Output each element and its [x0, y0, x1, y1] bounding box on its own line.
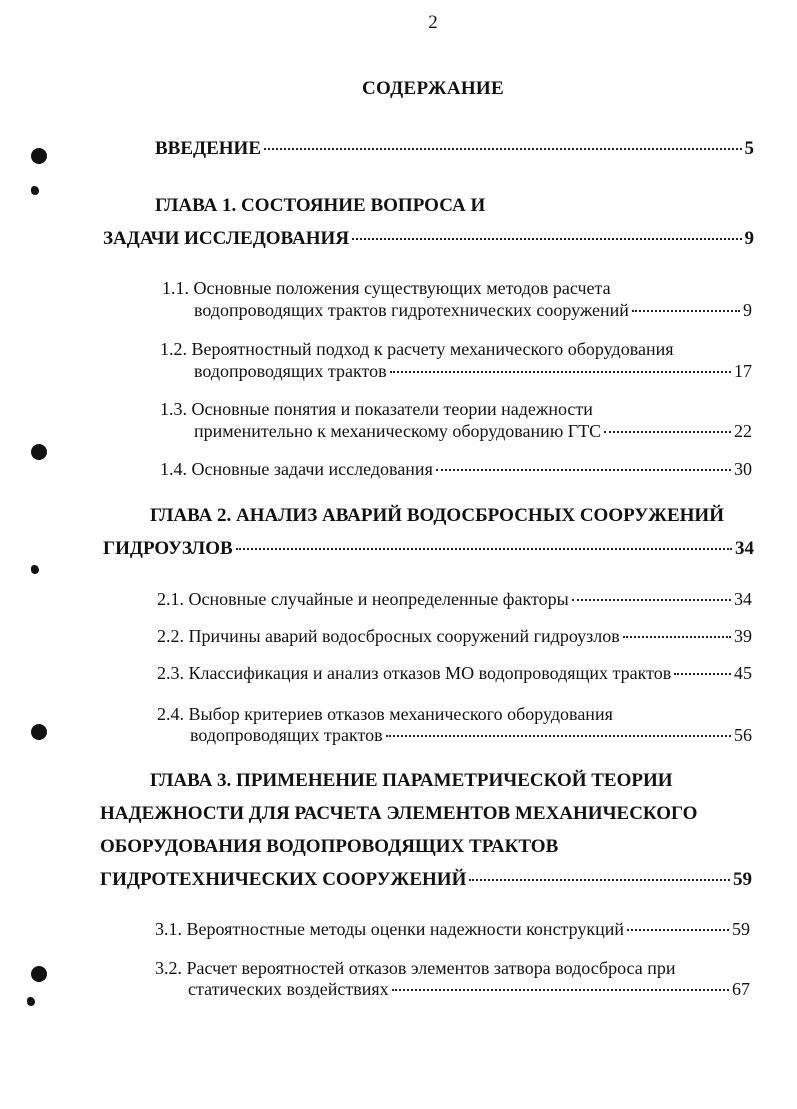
- binder-hole-3: [31, 724, 47, 740]
- page-number: 2: [428, 12, 438, 33]
- toc-chapter-2-line1[interactable]: ГЛАВА 2. АНАЛИЗ АВАРИЙ ВОДОСБРОСНЫХ СООРУЖЕНИЙ: [150, 505, 724, 526]
- toc-section-1-4[interactable]: 1.4. Основные задачи исследования 30: [160, 459, 752, 479]
- leader-dots: [264, 148, 742, 150]
- scan-speck-2: [31, 565, 39, 574]
- toc-section-3-1[interactable]: 3.1. Вероятностные методы оценки надежности конструкций 59: [155, 919, 750, 939]
- toc-chapter-3-line2[interactable]: НАДЕЖНОСТИ ДЛЯ РАСЧЕТА ЭЛЕМЕНТОВ МЕХАНИЧЕСКОГО: [100, 803, 698, 824]
- toc-title: СОДЕРЖАНИЕ: [362, 78, 504, 99]
- binder-hole-1: [31, 148, 47, 164]
- toc-chapter-1-line2[interactable]: ЗАДАЧИ ИССЛЕДОВАНИЯ 9: [103, 228, 754, 249]
- scan-speck-3: [27, 997, 35, 1006]
- toc-section-2-2[interactable]: 2.2. Причины аварий водосбросных сооружений гидроузлов 39: [157, 626, 752, 646]
- leader-dots: [572, 599, 731, 601]
- binder-hole-4: [31, 966, 47, 982]
- leader-dots: [627, 929, 729, 931]
- leader-dots: [436, 469, 731, 471]
- toc-section-2-3[interactable]: 2.3. Классификация и анализ отказов МО водопроводящих трактов 45: [157, 663, 752, 683]
- scan-speck-1: [31, 186, 39, 195]
- leader-dots: [674, 673, 731, 675]
- leader-dots: [392, 989, 729, 991]
- leader-dots: [390, 371, 731, 373]
- leader-dots: [623, 636, 731, 638]
- toc-chapter-2-line2[interactable]: ГИДРОУЗЛОВ 34: [103, 538, 754, 559]
- leader-dots: [236, 548, 732, 550]
- leader-dots: [469, 879, 730, 881]
- leader-dots: [632, 310, 740, 312]
- toc-section-2-1[interactable]: 2.1. Основные случайные и неопределенные факторы 34: [157, 589, 752, 609]
- leader-dots: [386, 735, 731, 737]
- binder-hole-2: [31, 444, 47, 460]
- toc-chapter-3-line3[interactable]: ОБОРУДОВАНИЯ ВОДОПРОВОДЯЩИХ ТРАКТОВ: [100, 836, 559, 857]
- leader-dots: [604, 431, 731, 433]
- toc-chapter-3-line4[interactable]: ГИДРОТЕХНИЧЕСКИХ СООРУЖЕНИЙ 59: [100, 869, 752, 890]
- leader-dots: [352, 238, 741, 240]
- toc-chapter-3-line1[interactable]: ГЛАВА 3. ПРИМЕНЕНИЕ ПАРАМЕТРИЧЕСКОЙ ТЕОРИИ: [150, 770, 673, 791]
- toc-chapter-1-line1[interactable]: ГЛАВА 1. СОСТОЯНИЕ ВОПРОСА И: [155, 195, 486, 216]
- toc-entry-intro[interactable]: ВВЕДЕНИЕ 5: [155, 138, 754, 159]
